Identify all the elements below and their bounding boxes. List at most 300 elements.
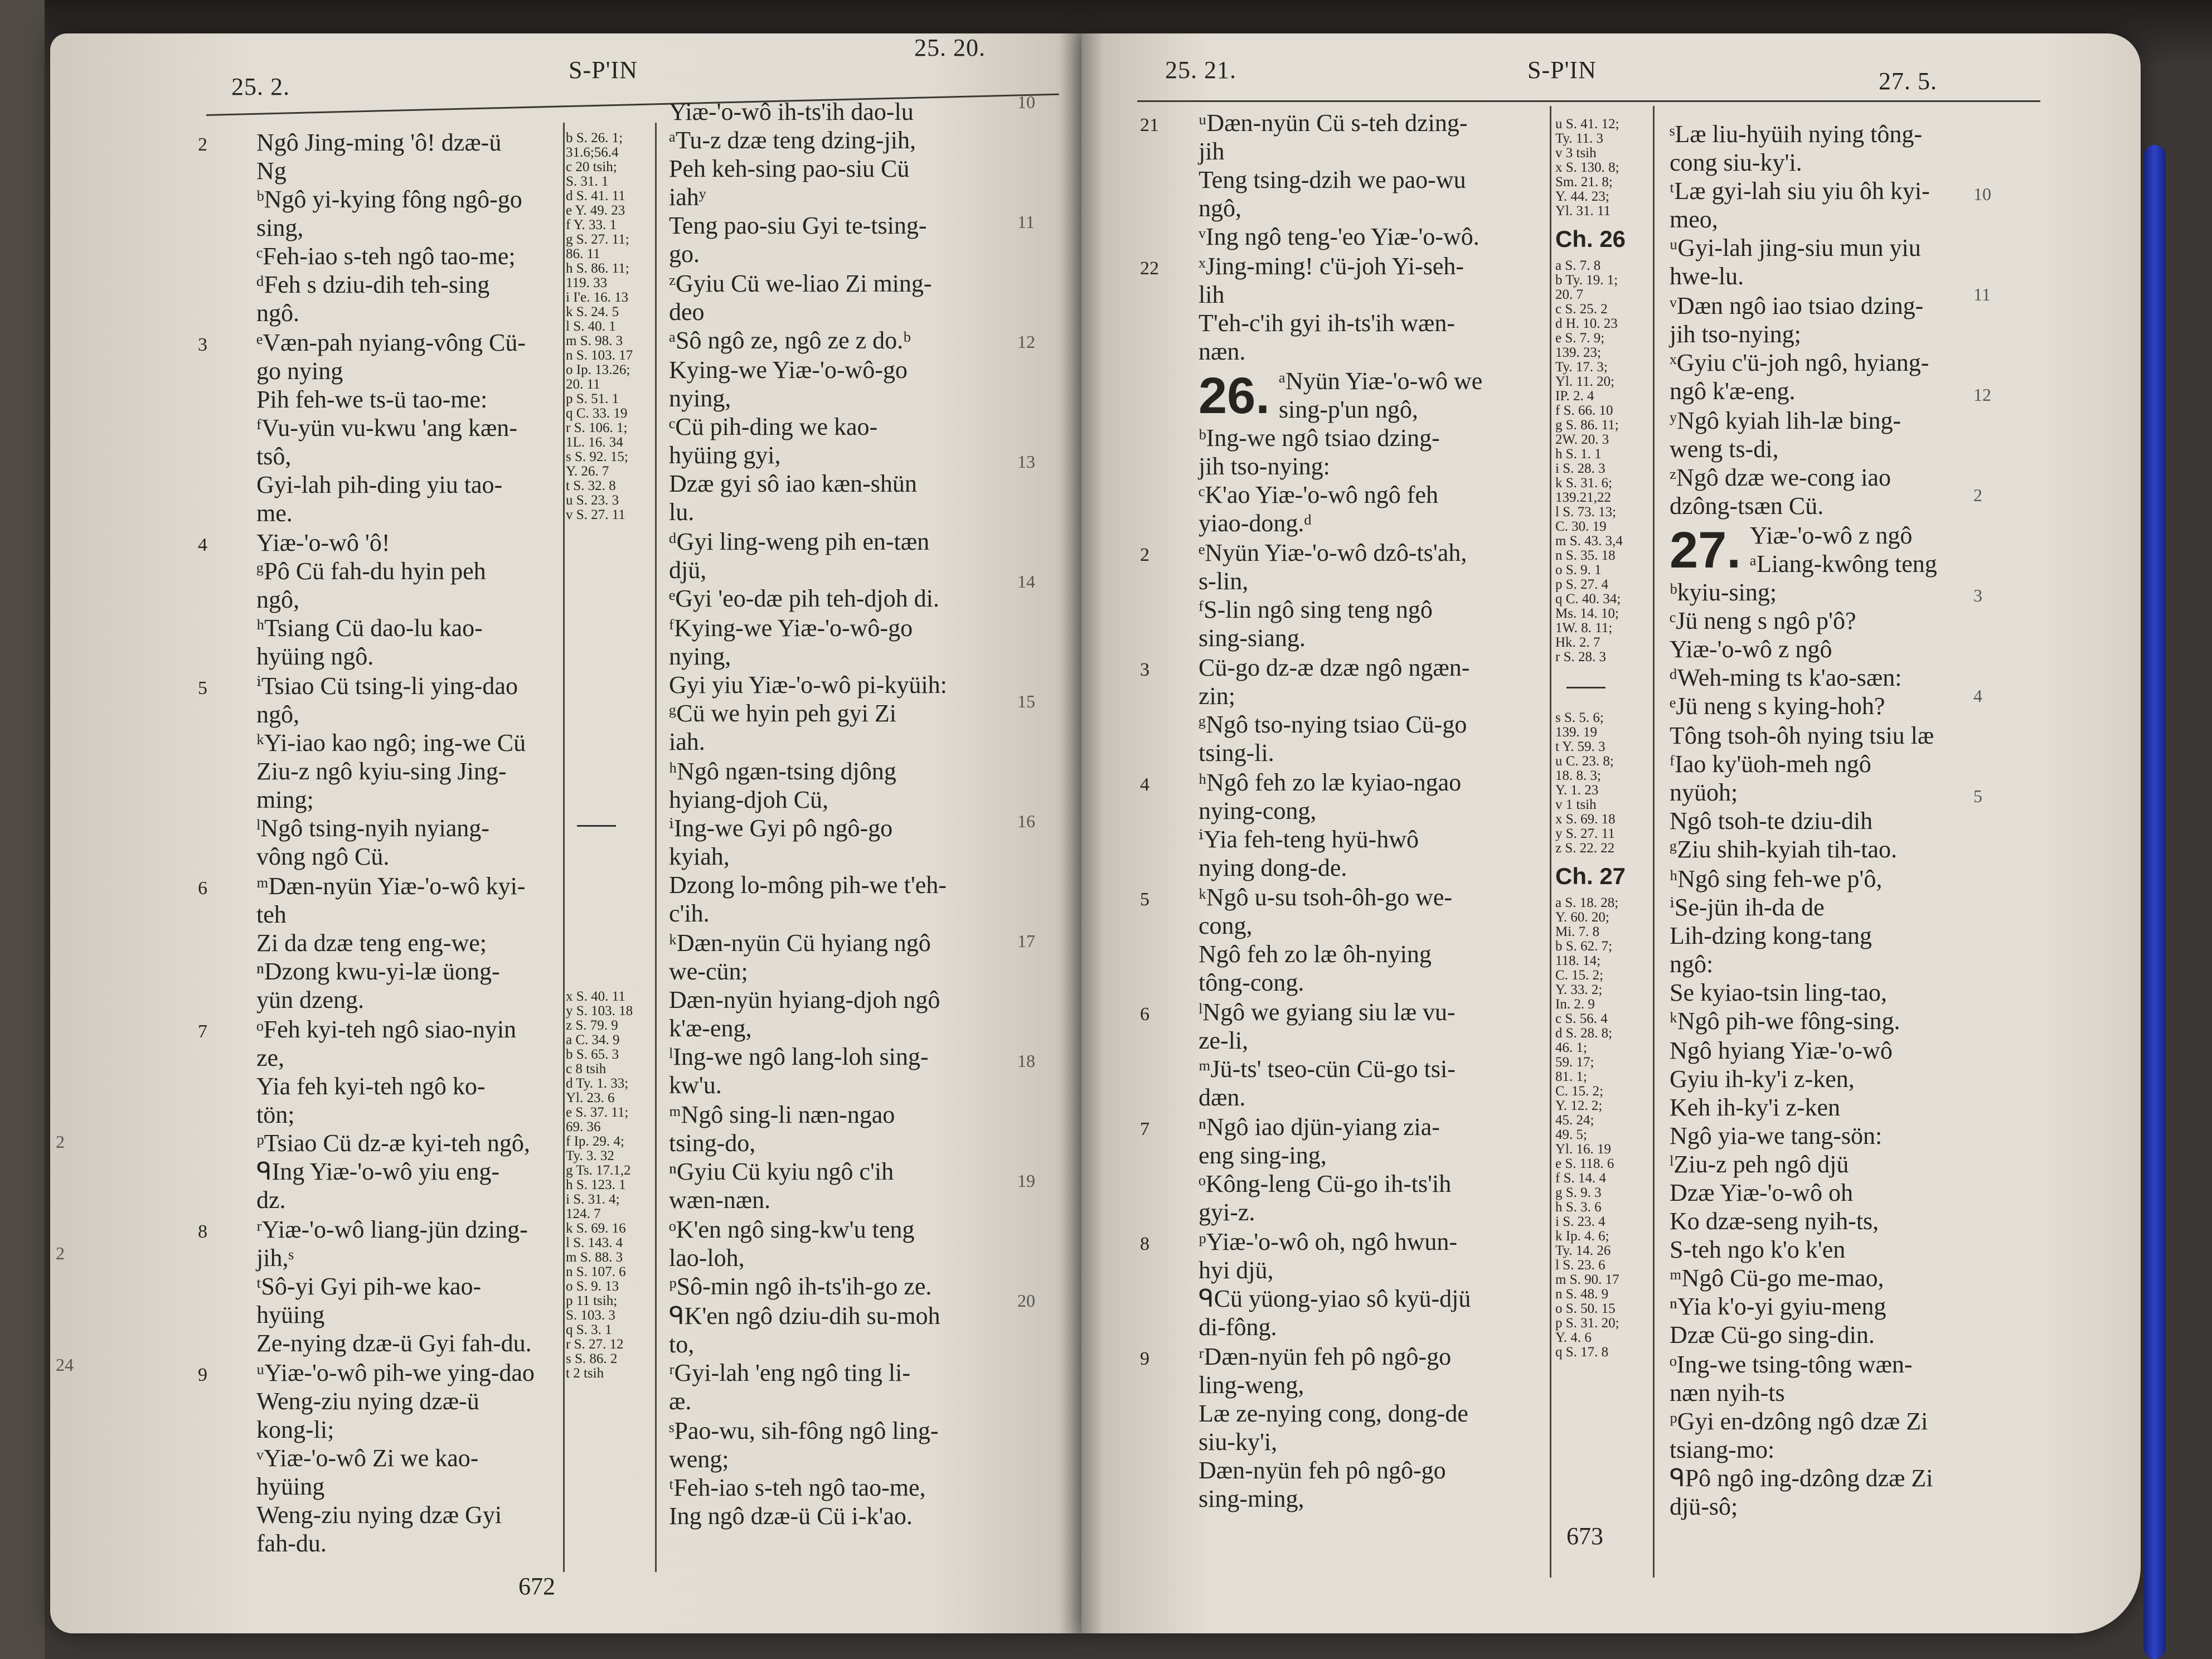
verse-line: ᵘGyi-lah jing-siu mun yiu [1670,234,1921,261]
cross-reference: f Ip. 29. 4; [566,1134,624,1149]
verse-line: ᵖYiæ-'o-wô oh, ngô hwun- [1199,1228,1458,1255]
left-column-1 [198,128,591,1559]
cross-reference: q C. 33. 19 [566,406,628,421]
verse-line: ⁱSe-jün ih-da de [1670,894,1825,921]
cross-reference: p S. 31. 20; [1555,1316,1619,1331]
verse-number: 21 [1140,115,1159,135]
cross-reference: t Y. 59. 3 [1555,739,1605,754]
verse-line: ngô, [256,586,299,613]
margin-line-number: 3 [1973,585,1982,605]
margin-line-number: 16 [1017,811,1035,831]
cross-reference: v 1 tsih [1555,797,1597,812]
verse-line: næn nyih-ts [1670,1379,1785,1406]
cross-reference: 139. 23; [1555,345,1601,360]
verse-line: lih [1199,281,1225,308]
verse-line: ᵒKông-leng Cü-go ih-ts'ih [1199,1170,1452,1197]
verse-line: tön; [256,1101,295,1128]
left-column-rule-1 [563,123,565,1572]
verse [198,672,591,871]
margin-line-number: 11 [1017,212,1035,232]
verse-line: wæn-næn. [669,1186,771,1214]
cross-reference: Yl. 23. 6 [566,1090,615,1105]
verse-line: ᶠVu-yün vu-kwu 'ang kæn- [256,414,517,442]
verse-line: c'ih. [669,900,710,927]
cross-reference: p 11 tsih; [566,1293,618,1308]
verse-line: deo [669,298,705,326]
cross-reference: p S. 51. 1 [566,391,619,406]
cross-reference: x S. 130. 8; [1555,160,1619,175]
verse-line: ˡZiu-z peh ngô djü [1670,1151,1849,1178]
verse-line: kong-li; [256,1416,334,1443]
verse-line: iah. [669,728,705,755]
verse-line: ⁿDzong kwu-yi-læ üong- [256,958,500,985]
verse-line: me. [256,499,293,527]
verse-line: ʰNgô sing feh-we p'ô, [1670,865,1883,892]
verse-line: hyiang-djoh Cü, [669,786,828,813]
verse-line: ˢPao-wu, sih-fông ngô ling- [669,1417,939,1444]
verse [669,527,1048,613]
cross-reference: n S. 35. 18 [1555,548,1616,563]
verse-line: teh [256,901,287,928]
verse-line: k'æ-eng, [669,1015,752,1042]
verse-line: sing-ming, [1199,1485,1304,1512]
verse-number: 8 [1140,1234,1149,1254]
left-page [50,33,1081,1633]
margin-line-number: 12 [1973,385,1991,405]
cross-reference: 1W. 8. 11; [1555,620,1613,636]
verse-line: ᵍZiu shih-kyiah tih-tao. [1670,836,1897,863]
verse-line: tsiang-mo: [1670,1436,1775,1463]
cross-reference: 59. 17; [1555,1055,1594,1070]
cross-reference: o S. 9. 13 [566,1279,619,1294]
verse [198,1015,591,1214]
verse-line: Ngô hyiang Yiæ-'o-wô [1670,1037,1893,1064]
cross-reference: IP. 2. 4 [1555,389,1594,404]
left-column-rule-2 [655,123,657,1572]
verse [1140,1228,1544,1341]
verse-line: ᵛIng ngô teng-'eo Yiæ-'o-wô. [1199,223,1479,250]
cross-reference: i S. 31. 4; [566,1192,620,1207]
margin-line-number: 24 [56,1355,74,1375]
verse-line: Ngô yia-we tang-sön: [1670,1122,1883,1149]
cross-reference: 18. 8. 3; [1555,768,1601,783]
verse-line: Lih-dzing kong-tang [1670,922,1872,949]
verse-line: ˣGyiu c'ü-joh ngô, hyiang- [1670,349,1929,376]
verse-number: 22 [1140,258,1159,279]
cross-reference: e S. 37. 11; [566,1105,629,1120]
verse-line: ᵐNgô Cü-go me-mao, [1670,1264,1884,1292]
verse-line: Zi da dzæ teng eng-we; [256,929,487,957]
cross-reference: k Ip. 4. 6; [1555,1229,1609,1244]
verse-line: ᵖGyi en-dzông ngô dzæ Zi [1670,1408,1928,1435]
right-header-title: S-P'IN [1527,56,1597,84]
verse-number: 8 [198,1221,207,1242]
verse-line: ᵍPô Cü fah-du hyin peh [256,557,486,585]
cross-reference: h S. 1. 1 [1555,447,1602,462]
verse-line: jih [1199,138,1225,165]
margin-line-number: 11 [1973,284,1991,304]
cross-reference: a S. 18. 28; [1555,895,1619,910]
verse-line: Kying-we Yiæ-'o-wô-go [669,356,908,384]
verse-line: ˢLæ liu-hyüih nying tông- [1670,120,1922,148]
chapter-reference-label: Ch. 27 [1555,863,1626,889]
left-column-2 [669,98,1048,1531]
cross-reference: 45. 24; [1555,1113,1594,1128]
divider-dash [577,825,616,827]
cross-reference: o Ip. 13.26; [566,362,630,377]
cross-reference: y S. 27. 11 [1555,826,1615,841]
verse-line: kw'u. [669,1071,722,1099]
verse-line: Dzong lo-mông pih-we t'eh- [669,871,947,899]
verse-line: di-fông. [1199,1313,1277,1341]
cross-reference: r S. 27. 12 [566,1337,624,1352]
verse-line: Yiæ-'o-wô 'ô! [256,529,390,556]
cross-reference: 20. 7 [1555,287,1583,302]
cross-reference: r S. 28. 3 [1555,649,1606,664]
verse-line: ze, [256,1044,285,1071]
margin-line-number: 20 [1017,1291,1035,1311]
cross-reference: Yl. 31. 11 [1555,203,1611,219]
chapter-reference-label: Ch. 26 [1555,226,1626,252]
verse-number: 2 [198,134,207,155]
cross-reference: s S. 86. 2 [566,1351,618,1366]
verse-line: ᑫIng Yiæ-'o-wô yiu eng- [256,1158,500,1185]
verse-line: ᶻGyiu Cü we-liao Zi ming- [669,270,932,297]
verse-line: eng sing-ing, [1199,1142,1327,1169]
cross-reference: s S. 5. 6; [1555,710,1604,725]
cross-reference: d S. 28. 8; [1555,1026,1613,1041]
margin-line-number: 4 [1973,686,1982,706]
verse-number: 3 [198,334,207,355]
verse [669,269,1048,355]
verse [1140,252,1544,366]
verse-number: 2 [1140,545,1149,565]
verse-line: tông-cong. [1199,969,1304,996]
verse-number: 4 [1140,774,1149,795]
cross-reference: h S. 3. 6 [1555,1200,1602,1215]
verse-line: ᑫPô ngô ing-dzông dzæ Zi [1670,1464,1933,1492]
cross-reference: c 8 tsih [566,1061,607,1076]
verse-line: ˡIng-we ngô lang-loh sing- [669,1043,929,1070]
verse-line: ngô. [256,299,299,327]
verse-line: ᵈWeh-ming ts k'ao-sæn: [1670,664,1902,691]
cross-reference: l S. 23. 6 [1555,1258,1605,1273]
verse-line: Cü-go dz-æ dzæ ngô ngæn- [1199,654,1470,681]
cross-reference: m S. 98. 3 [566,333,623,348]
cross-reference: Mi. 7. 8 [1555,924,1600,939]
verse [1670,1036,2015,1349]
verse-line: Pih feh-we ts-ü tao-me: [256,386,488,413]
verse-line: Yia feh kyi-teh ngô ko- [256,1073,486,1100]
verse-line: ᶜJü neng s ngô p'ô? [1670,607,1856,634]
verse-line: ᵈGyi ling-weng pih en-tæn [669,528,930,555]
verse-line: ᵏDæn-nyün Cü hyiang ngô [669,929,931,957]
verse-line: ᶠIao ky'üoh-meh ngô [1670,750,1871,778]
verse-line: jih tso-nying: [1199,453,1330,480]
cross-reference: u S. 23. 3 [566,493,619,508]
verse-line: ᵃLiang-kwông teng [1749,550,1937,578]
left-header-ref-start: 25. 2. [231,73,290,100]
verse-line: Ngô Jing-ming 'ô! dzæ-ü [256,129,502,156]
right-header-ref-start: 25. 21. [1165,56,1236,84]
verse-line: ᵇNgô yi-kying fông ngô-go [256,186,522,213]
verse [1140,539,1544,652]
cross-reference: f S. 66. 10 [1555,403,1613,418]
cross-reference: l S. 143. 4 [566,1235,623,1250]
cross-reference: l S. 40. 1 [566,319,616,334]
cross-reference: b S. 62. 7; [1555,939,1613,954]
cross-reference: t S. 32. 8 [566,478,616,493]
verse-line: tsing-do, [669,1129,756,1157]
verse-line: Weng-ziu nying dzæ-ü [256,1388,479,1415]
cross-reference: g S. 9. 3 [1555,1185,1602,1200]
verse-line: Peh keh-sing pao-siu Cü [669,155,910,182]
cross-reference: q S. 3. 1 [566,1322,612,1337]
verse [1140,1113,1544,1226]
verse-line: ʰNgô feh zo læ kyiao-ngao [1199,769,1462,796]
verse-line: ⁱTsiao Cü tsing-li ying-dao [256,672,518,700]
verse-line: djü, [669,556,707,584]
verse-line: Ziu-z ngô kyiu-sing Jing- [256,758,507,785]
verse-line: hyüing [256,1473,325,1500]
verse-line: jih tso-nying; [1670,321,1801,348]
verse-line: dz. [256,1186,286,1214]
verse-line: ᶜCü pih-ding we kao- [669,413,878,440]
verse [1140,998,1544,1112]
cross-reference: q C. 40. 34; [1555,591,1621,607]
cross-reference: Y. 33. 2; [1555,982,1603,997]
verse-number: 6 [1140,1004,1149,1025]
verse-line: æ. [669,1388,692,1415]
verse-line: meo, [1670,206,1718,233]
margin-line-number: 18 [1017,1051,1035,1071]
verse-line: tsô, [256,443,292,470]
verse-line: ᵗFeh-iao s-teh ngô tao-me, [669,1474,926,1501]
left-header-ref-end: 25. 20. [914,34,986,61]
verse-line: siu-ky'i, [1199,1428,1278,1456]
verse-line: ᵐDæn-nyün Yiæ-'o-wô kyi- [256,872,526,900]
verse-line: djü-sô; [1670,1493,1738,1520]
cross-reference: h S. 86. 11; [566,261,629,276]
verse-line: næn. [1199,338,1246,365]
cross-reference: g Ts. 17.1,2 [566,1163,631,1178]
verse-line: to, [669,1331,695,1358]
verse-line: ᶜK'ao Yiæ-'o-wô ngô feh [1199,481,1438,508]
verse [669,614,1048,756]
verse-line: lu. [669,498,695,526]
cross-reference: f S. 14. 4 [1555,1171,1606,1186]
verse-number: 4 [198,535,207,555]
margin-line-number: 12 [1017,332,1035,352]
verse-line: T'eh-c'ih gyi ih-ts'ih wæn- [1199,309,1456,337]
verse-number: 3 [1140,659,1149,680]
cross-reference: Y. 4. 6 [1555,1330,1592,1345]
verse-line: Se kyiao-tsin ling-tao, [1670,979,1887,1006]
book-cover-edge [0,0,45,1659]
verse-number: 9 [198,1365,207,1385]
verse-line: ngô: [1670,950,1714,978]
verse-line: hyüing ngô. [256,643,374,670]
verse-line: ᵐJü-ts' tseo-cün Cü-go tsi- [1199,1055,1456,1083]
verse-line: ⁿGyiu Cü kyiu ngô c'ih [669,1158,894,1185]
verse [669,98,1048,268]
verse [669,757,1048,928]
cross-reference: 81. 1; [1555,1069,1587,1084]
verse [198,872,591,1014]
cross-reference: 118. 14; [1555,953,1601,968]
cross-reference: b S. 65. 3 [566,1047,619,1062]
verse-line: cong siu-ky'i. [1670,149,1802,176]
verse [1140,768,1544,882]
verse-line: ᵍCü we hyin peh gyi Zi [669,700,896,727]
verse-line: ˡNgô we gyiang siu læ vu- [1199,998,1456,1026]
margin-line-number: 14 [1017,571,1035,591]
verse [1140,653,1544,767]
right-page-number: 673 [1566,1522,1603,1550]
verse-line: cong, [1199,912,1253,939]
verse-line: vông ngô Cü. [256,843,390,870]
cross-reference: 139. 19 [1555,725,1597,740]
verse-line: Yiæ-'o-wô z ngô [1749,522,1913,549]
verse-line: Gyi-lah pih-ding yiu tao- [256,471,503,498]
verse-line: jih,ˢ [256,1244,294,1272]
cross-reference: Y. 60. 20; [1555,910,1609,925]
verse-line: Dæn-nyün feh pô ngô-go [1199,1457,1446,1484]
verse-line: ʸNgô kyiah lih-læ bing- [1670,407,1901,434]
verse-line: Weng-ziu nying dzæ Gyi [256,1501,502,1529]
verse-line: ᑫCü yüong-yiao sô kyü-djü [1199,1285,1471,1312]
cross-reference: g S. 27. 11; [566,232,629,247]
verse-line: Ngô tsoh-te dziu-dih [1670,807,1873,835]
cross-reference: e Y. 49. 23 [566,203,625,218]
verse-line: ᵏNgô u-su tsoh-ôh-go we- [1199,884,1453,911]
verse-line: Teng tsing-dzih we pao-wu [1199,166,1466,193]
right-references [1555,117,1656,1360]
cross-reference: l S. 73. 13; [1555,505,1617,520]
verse-line: S-teh ngo k'o k'en [1670,1236,1846,1263]
cross-reference: c 20 tsih; [566,159,617,174]
cross-reference: n S. 103. 17 [566,348,633,363]
verse-line: Teng pao-siu Gyi te-tsing- [669,212,927,239]
cross-reference: m S. 88. 3 [566,1250,623,1265]
cross-reference: g S. 86. 11; [1555,418,1619,433]
verse-line: Gyi yiu Yiæ-'o-wô pi-kyüih: [669,671,947,698]
verse [1140,1342,1544,1513]
cross-reference: d H. 10. 23 [1555,316,1618,331]
cross-reference: r S. 106. 1; [566,420,628,435]
verse-line: ʳYiæ-'o-wô liang-jün dzing- [256,1216,528,1243]
verse-line: Keh ih-ky'i z-ken [1670,1094,1841,1121]
cross-reference: i S. 23. 4 [1555,1214,1605,1229]
verse-line: Læ ze-nying cong, dong-de [1199,1400,1468,1427]
verse-line: ᵃSô ngô ze, ngô ze z do.ᵇ [669,327,911,354]
verse-line: ᶠKying-we Yiæ-'o-wô-go [669,614,913,642]
cross-reference: t 2 tsih [566,1366,604,1381]
verse-line: ᵐNgô sing-li næn-ngao [669,1101,895,1128]
verse-line: ᵖSô-min ngô ih-ts'ih-go ze. [669,1273,932,1300]
verse-line: go. [669,240,700,268]
verse-line: gyi-z. [1199,1199,1255,1226]
cross-reference: b Ty. 19. 1; [1555,273,1618,288]
cross-reference: 1L. 16. 34 [566,435,623,450]
verse [198,128,591,327]
cross-reference: p S. 27. 4 [1555,577,1609,592]
cross-reference: 69. 36 [566,1119,601,1134]
cross-reference: Ty. 14. 26 [1555,1243,1611,1258]
verse-line: ᵒFeh kyi-teh ngô siao-nyin [256,1016,517,1043]
left-references-bottom [566,989,655,1381]
right-header-ref-end: 27. 5. [1879,67,1937,95]
verse-line: Ze-nying dzæ-ü Gyi fah-du. [256,1330,532,1357]
verse-line: ᵗLæ gyi-lah siu yiu ôh kyi- [1670,177,1930,205]
verse-line: ngô, [256,701,299,728]
verse-line: Ing ngô dzæ-ü Cü i-k'ao. [669,1502,913,1530]
verse-line: ⁿNgô iao djün-yiang zia- [1199,1113,1440,1141]
verse-line: hyi djü, [1199,1257,1274,1284]
verse-line: ᵖTsiao Cü dz-æ kyi-teh ngô, [256,1129,530,1157]
margin-line-number: 13 [1017,452,1035,472]
verse-line: nying-cong, [1199,797,1317,824]
verse-number: 7 [198,1021,207,1042]
verse [198,1215,591,1357]
cross-reference: Ms. 14. 10; [1555,606,1619,621]
verse-line: ⁿYia k'o-yi gyiu-meng [1670,1293,1886,1320]
verse-number: 7 [1140,1119,1149,1139]
cross-reference: s S. 92. 15; [566,449,628,464]
verse-line: we-cün; [669,958,748,985]
cross-reference: i S. 28. 3 [1555,461,1605,476]
cross-reference: Y. 1. 23 [1555,783,1599,798]
margin-line-number: 10 [1973,184,1991,204]
verse-line: lao-loh, [669,1244,745,1272]
cross-reference: S. 103. 3 [566,1308,615,1323]
verse [1670,120,2015,290]
cross-reference: Yl. 16. 19 [1555,1142,1611,1157]
margin-line-number: 2 [56,1243,65,1263]
verse [669,1302,1048,1415]
verse-line: ᵘDæn-nyün Cü s-teh dzing- [1199,109,1468,137]
verse [1670,292,2015,405]
verse-line: dzông-tsæn Cü. [1670,492,1824,520]
verse-line: ᵉJü neng s kying-hoh? [1670,692,1885,720]
verse-number: 9 [1140,1348,1149,1369]
verse-line: Gyiu ih-ky'i z-ken, [1670,1065,1855,1093]
margin-line-number: 2 [56,1132,65,1152]
verse-line: zin; [1199,682,1235,710]
verse-line: kyiah, [669,843,730,870]
verse-line: ʰNgô ngæn-tsing djông [669,758,896,785]
left-header-title: S-P'IN [569,56,638,84]
verse-line: ᵛDæn ngô iao tsiao dzing- [1670,292,1924,319]
cross-reference: S. 31. 1 [566,174,609,189]
verse-line: yün dzeng. [256,986,365,1013]
cross-reference: In. 2. 9 [1555,997,1595,1012]
verse-line: Tông tsoh-ôh nying tsiu læ [1670,722,1934,749]
verse [669,356,1048,526]
cross-reference: x S. 40. 11 [566,989,625,1004]
verse-line: ⁱYia feh-teng hyü-hwô [1199,826,1419,853]
verse-line: ᵈFeh s dziu-dih teh-sing [256,271,490,298]
cross-reference: 139.21,22 [1555,490,1611,505]
verse-line: nyüoh; [1670,779,1738,806]
cross-reference: o S. 50. 15 [1555,1301,1616,1316]
divider-dash [1566,687,1605,688]
margin-line-number: 5 [1973,786,1982,806]
cross-reference: Y. 26. 7 [566,464,609,479]
verse-line: ⁱIng-we Gyi pô ngô-go [669,814,893,842]
verse-line: Dzæ gyi sô iao kæn-shün [669,470,917,497]
cross-reference: k S. 69. 16 [566,1221,626,1236]
